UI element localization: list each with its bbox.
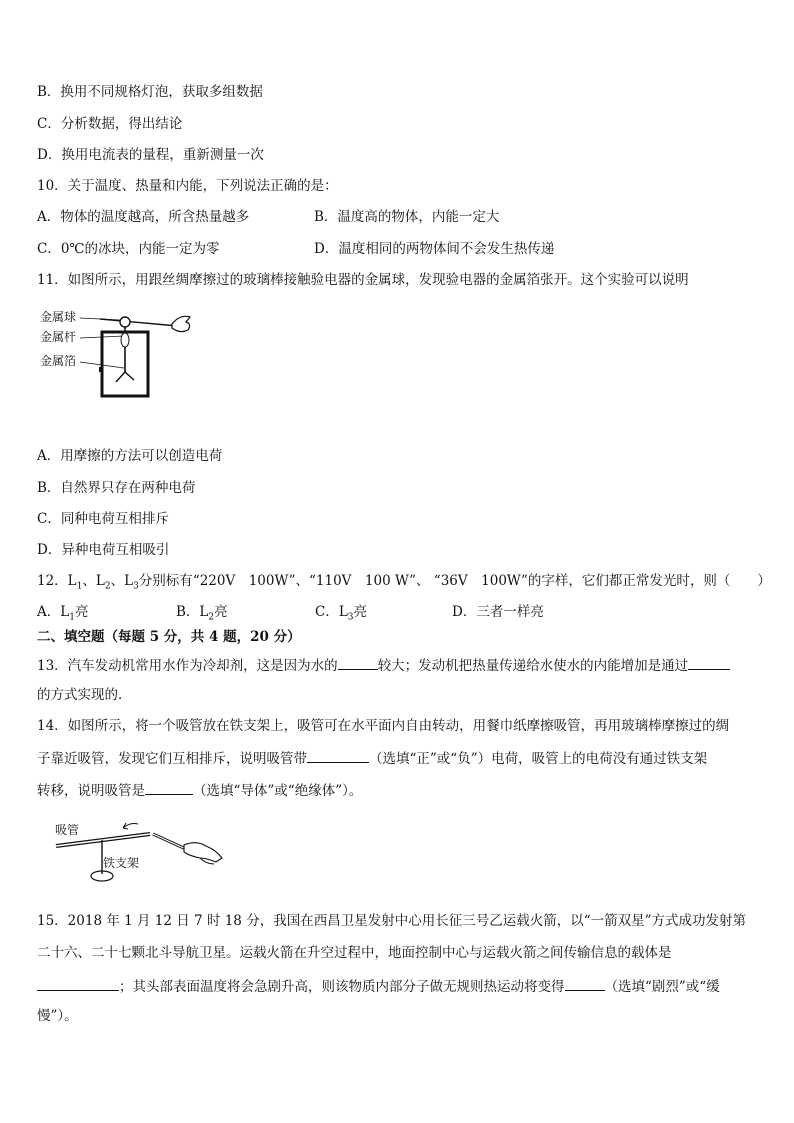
- q10-option-a: A．物体的温度越高，所含热量越多: [37, 209, 250, 225]
- q9-option-c: C．分析数据，得出结论: [37, 116, 183, 132]
- answer-blank[interactable]: [307, 748, 369, 763]
- q15-line-4: 慢”）。: [37, 1008, 78, 1024]
- section-title-fill-in: 二、填空题（每题 5 分，共 4 题，20 分）: [37, 629, 301, 645]
- answer-blank[interactable]: [37, 976, 119, 991]
- q9-option-b: B．换用不同规格灯泡，获取多组数据: [37, 84, 263, 100]
- answer-blank[interactable]: [145, 780, 193, 795]
- figure-label-metal-rod: 金属杆: [40, 330, 77, 344]
- answer-blank[interactable]: [688, 655, 730, 670]
- q13-line-1: 13．汽车发动机常用水作为冷却剂，这是因为水的 较大；发动机把热量传递给水使水的内能增加是通过: [37, 655, 730, 675]
- straw-drawing: [50, 812, 240, 887]
- electroscope-drawing: [80, 300, 240, 410]
- q15-line-1: 15．2018 年 1 月 12 日 7 时 18 分，我国在西昌卫星发射中心用长征三号乙运载火箭，以“一箭双星”方式成功发射第: [37, 913, 746, 929]
- q14-line-2: 子靠近吸管，发现它们互相排斥，说明吸管带 （选填“正”或“负”）电荷，吸管上的电荷没有通过铁支架: [37, 748, 707, 768]
- q13-line-2: 的方式实现的．: [37, 687, 132, 703]
- q12-stem: 12．$L_1$、$L_2$、$L_3$分别标有“220V 100W”、“110V 100 W”、 “36V 100W”的字样，它们都正常发光时，则（ ）: [37, 573, 771, 592]
- q11-stem: 11．如图所示，用跟丝绸摩擦过的玻璃棒接触验电器的金属球，发现验电器的金属箔张开。这个实验可以说明: [37, 272, 689, 288]
- figure-label-iron-stand: 铁支架: [103, 856, 140, 870]
- q10-stem: 10．关于温度、热量和内能，下列说法正确的是：: [37, 178, 338, 194]
- q14-line-1: 14．如图所示，将一个吸管放在铁支架上，吸管可在水平面内自由转动，用餐巾纸摩擦吸管，再用玻璃棒摩擦过的绸: [37, 718, 730, 734]
- q10-option-b: B．温度高的物体，内能一定大: [314, 209, 500, 225]
- q15-line-3: ；其头部表面温度将会急剧升高，则该物质内部分子做无规则热运动将变得 （选填“剧烈”或“缓: [37, 976, 720, 996]
- q12-option-a: A．$L_1$亮: [37, 604, 89, 623]
- q11-option-d: D．异种电荷互相吸引: [37, 542, 170, 558]
- figure-label-straw: 吸管: [55, 823, 80, 837]
- q11-option-c: C．同种电荷互相排斥: [37, 511, 169, 527]
- answer-blank[interactable]: [338, 655, 378, 670]
- q12-option-b: B．$L_2$亮: [176, 604, 228, 623]
- q15-line-2: 二十六、二十七颗北斗导航卫星。运载火箭在升空过程中，地面控制中心与运载火箭之间传输信息的载体是: [37, 945, 672, 961]
- q12-option-d: D．三者一样亮: [452, 604, 544, 620]
- answer-blank[interactable]: [565, 976, 605, 991]
- q12-option-c: C．$L_3$亮: [315, 604, 368, 623]
- figure-label-metal-foil: 金属箔: [40, 354, 77, 368]
- q10-option-d: D．温度相同的两物体间不会发生热传递: [314, 241, 555, 257]
- q11-option-b: B．自然界只存在两种电荷: [37, 480, 196, 496]
- q14-line-3: 转移，说明吸管是 （选填“导体”或“绝缘体”）。: [37, 780, 362, 800]
- q9-option-d: D．换用电流表的量程，重新测量一次: [37, 147, 264, 163]
- figure-label-metal-ball: 金属球: [40, 310, 77, 324]
- q11-option-a: A．用摩擦的方法可以创造电荷: [37, 448, 223, 464]
- q10-option-c: C．0℃的冰块，内能一定为零: [37, 241, 220, 257]
